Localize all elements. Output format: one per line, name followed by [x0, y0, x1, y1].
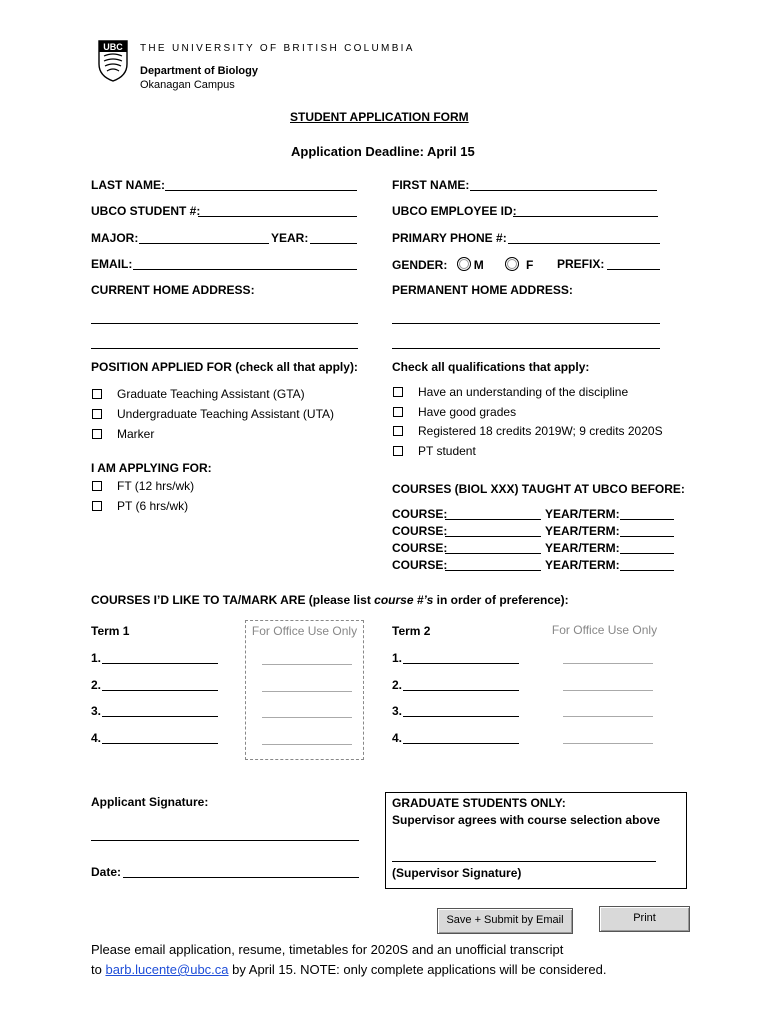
office-use-line — [262, 664, 352, 665]
office-use-line — [563, 663, 653, 664]
qualification-label: Have good grades — [418, 405, 517, 419]
gender-f-radio[interactable] — [505, 257, 519, 271]
last-name-field[interactable] — [165, 178, 357, 191]
logo-text: UBC — [103, 42, 123, 52]
department-name: Department of Biology — [140, 65, 258, 77]
prefix-field[interactable] — [607, 257, 660, 270]
email-field[interactable] — [133, 257, 357, 270]
gender-f-label: F — [526, 258, 534, 272]
grad-heading: GRADUATE STUDENTS ONLY: — [392, 796, 566, 810]
term1-course-field[interactable] — [102, 651, 218, 664]
term2-number: 1. — [392, 651, 403, 665]
term1-number: 4. — [91, 731, 102, 745]
position-label: Graduate Teaching Assistant (GTA) — [117, 387, 305, 401]
gender-m-radio[interactable] — [457, 257, 471, 271]
gender-group — [392, 257, 533, 272]
positions-heading: POSITION APPLIED FOR (check all that apply): — [91, 360, 358, 374]
email-label: EMAIL: — [91, 257, 133, 271]
qualification-label: Registered 18 credits 2019W; 9 credits 2020S — [418, 424, 663, 438]
office-use-line — [563, 716, 653, 717]
current-address-line-1[interactable] — [91, 311, 358, 324]
year-field[interactable] — [310, 231, 357, 244]
permanent-address-label: PERMANENT HOME ADDRESS: — [392, 283, 573, 297]
qualification-checkbox[interactable] — [393, 446, 403, 456]
major-field[interactable] — [139, 231, 269, 244]
grad-students-box — [385, 792, 687, 889]
qualifications-heading: Check all qualifications that apply: — [392, 360, 590, 374]
office-use-line — [262, 717, 352, 718]
year-term-label: YEAR/TERM: — [545, 541, 620, 555]
term1-number: 3. — [91, 704, 102, 718]
qualification-checkbox[interactable] — [393, 407, 403, 417]
ubc-logo — [98, 40, 128, 82]
email-link[interactable]: barb.lucente@ubc.ca — [105, 962, 229, 977]
gender-m-label: M — [473, 258, 484, 272]
term2-course-field[interactable] — [403, 731, 519, 744]
university-name: THE UNIVERSITY OF BRITISH COLUMBIA — [140, 43, 415, 54]
gender-label: GENDER: — [392, 258, 448, 272]
submit-by-email-button[interactable]: Save + Submit by Email — [437, 908, 573, 934]
campus-name: Okanagan Campus — [140, 79, 235, 91]
term2-number: 3. — [392, 704, 403, 718]
term2-number: 4. — [392, 731, 403, 745]
grad-text: Supervisor agrees with course selection above — [392, 813, 661, 827]
year-term-label: YEAR/TERM: — [545, 507, 620, 521]
applying-label: FT (12 hrs/wk) — [117, 479, 195, 493]
office-use-line — [563, 690, 653, 691]
qualification-checkbox[interactable] — [393, 426, 403, 436]
footer-line-1: Please email application, resume, timetables for 2020S and an unofficial transcript — [91, 942, 564, 957]
course-label: COURSE: — [392, 524, 448, 538]
term1-course-field[interactable] — [102, 731, 218, 744]
current-address-line-2[interactable] — [91, 336, 358, 349]
applying-checkbox[interactable] — [92, 501, 102, 511]
term2-course-field[interactable] — [403, 678, 519, 691]
ubco-student-label: UBCO STUDENT #: — [91, 204, 201, 218]
office-use-line — [262, 691, 352, 692]
ubco-employee-field[interactable] — [513, 204, 658, 217]
current-address-label: CURRENT HOME ADDRESS: — [91, 283, 255, 297]
applicant-signature-label: Applicant Signature: — [91, 795, 209, 809]
ubco-employee-label: UBCO EMPLOYEE ID: — [392, 204, 517, 218]
phone-field[interactable] — [508, 231, 660, 244]
term1-course-field[interactable] — [102, 678, 218, 691]
year-term-field[interactable] — [620, 541, 674, 554]
form-title: STUDENT APPLICATION FORM — [290, 110, 469, 124]
last-name-label: LAST NAME: — [91, 178, 165, 192]
supervisor-signature-field[interactable] — [392, 849, 656, 862]
ubc-crest-icon — [98, 40, 128, 82]
phone-label: PRIMARY PHONE #: — [392, 231, 507, 245]
position-label: Undergraduate Teaching Assistant (UTA) — [117, 407, 335, 421]
office-use-heading: For Office Use Only — [551, 623, 658, 637]
year-term-field[interactable] — [620, 524, 674, 537]
date-label: Date: — [91, 865, 122, 879]
term1-label: Term 1 — [91, 624, 130, 638]
term1-course-field[interactable] — [102, 704, 218, 717]
year-term-field[interactable] — [620, 558, 674, 571]
course-label: COURSE: — [392, 558, 448, 572]
qualification-label: PT student — [418, 444, 476, 458]
course-field[interactable] — [445, 507, 541, 520]
permanent-address-line-2[interactable] — [392, 336, 660, 349]
year-label: YEAR: — [271, 231, 309, 245]
term2-course-field[interactable] — [403, 704, 519, 717]
major-label: MAJOR: — [91, 231, 139, 245]
qualification-checkbox[interactable] — [393, 387, 403, 397]
applying-heading: I AM APPLYING FOR: — [91, 461, 212, 475]
first-name-field[interactable] — [470, 178, 657, 191]
year-term-label: YEAR/TERM: — [545, 524, 620, 538]
applying-label: PT (6 hrs/wk) — [117, 499, 189, 513]
position-label: Marker — [117, 427, 155, 441]
term1-number: 1. — [91, 651, 102, 665]
footer-line-2: to barb.lucente@ubc.ca by April 15. NOTE: only complete applications will be considered. — [91, 962, 607, 977]
position-checkbox[interactable] — [92, 409, 102, 419]
supervisor-signature-label: (Supervisor Signature) — [392, 866, 522, 880]
position-checkbox[interactable] — [92, 429, 102, 439]
office-use-line — [563, 743, 653, 744]
date-field[interactable] — [123, 865, 359, 878]
ubco-student-field[interactable] — [198, 204, 357, 217]
application-deadline: Application Deadline: April 15 — [291, 144, 475, 159]
print-button[interactable]: Print — [599, 906, 690, 932]
position-checkbox[interactable] — [92, 389, 102, 399]
applying-checkbox[interactable] — [92, 481, 102, 491]
office-use-line — [262, 744, 352, 745]
applicant-signature-field[interactable] — [91, 828, 359, 841]
permanent-address-line-1[interactable] — [392, 311, 660, 324]
office-use-heading: For Office Use Only — [251, 624, 358, 638]
preference-heading: COURSES I’D LIKE TO TA/MARK ARE (please list course #’s in order of preference): — [91, 593, 569, 607]
year-term-label: YEAR/TERM: — [545, 558, 620, 572]
course-field[interactable] — [445, 524, 541, 537]
term1-office-use-box — [245, 620, 364, 760]
term1-number: 2. — [91, 678, 102, 692]
term2-number: 2. — [392, 678, 403, 692]
course-label: COURSE: — [392, 541, 448, 555]
course-field[interactable] — [445, 541, 541, 554]
year-term-field[interactable] — [620, 507, 674, 520]
qualification-label: Have an understanding of the discipline — [418, 385, 629, 399]
term2-office-use-box — [546, 620, 663, 758]
term2-course-field[interactable] — [403, 651, 519, 664]
prefix-label: PREFIX: — [557, 257, 605, 271]
course-label: COURSE: — [392, 507, 448, 521]
first-name-label: FIRST NAME: — [392, 178, 470, 192]
courses-taught-heading: COURSES (BIOL XXX) TAUGHT AT UBCO BEFORE: — [392, 482, 685, 496]
term2-label: Term 2 — [392, 624, 431, 638]
course-field[interactable] — [445, 558, 541, 571]
